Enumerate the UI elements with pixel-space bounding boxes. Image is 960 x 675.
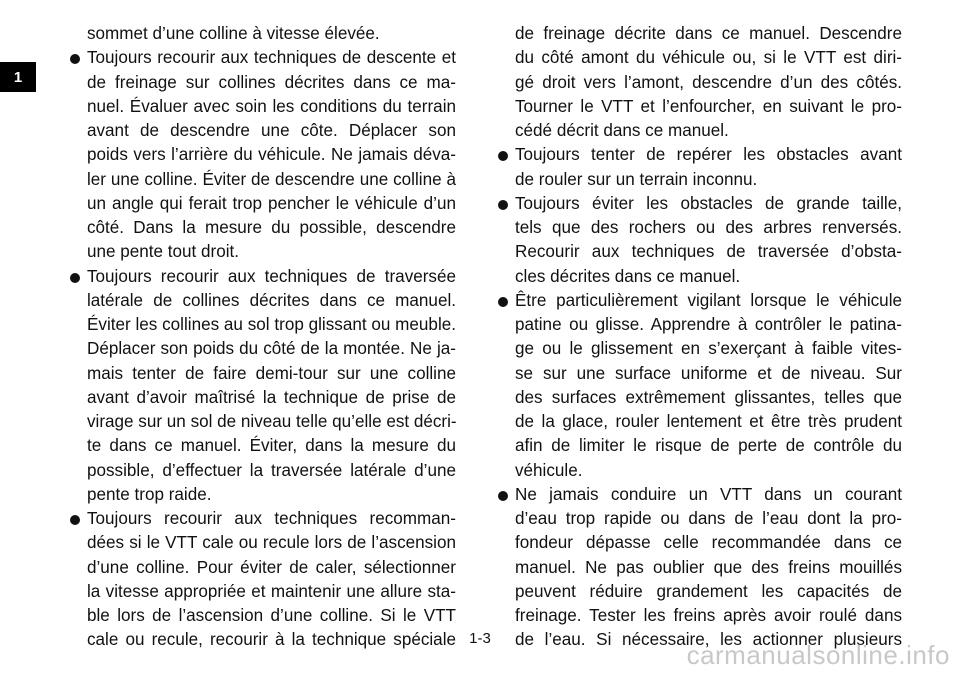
bullet-paragraph bbox=[69, 46, 456, 264]
text-line: tels que des rochers ou des arbres renversés. bbox=[515, 218, 902, 237]
text-line: Toujours recourir aux techniques de descente et bbox=[87, 48, 456, 68]
text-line: dées si le VTT cale ou recule lors de l’ascension bbox=[87, 533, 456, 553]
text-line: cles décrites dans ce manuel. bbox=[515, 266, 741, 286]
text-line: de l’eau. Si nécessaire, les actionner plusieurs bbox=[515, 630, 902, 650]
text-line: d’une colline. Pour éviter de caler, sélectionner bbox=[87, 557, 456, 577]
text-line: un angle qui ferait trop pencher le véhicule d’un bbox=[87, 193, 456, 213]
text-line: Toujours tenter de repérer les obstacles avant bbox=[515, 145, 902, 165]
text-line: des surfaces extrêmement glissantes, telles que bbox=[515, 387, 902, 407]
text-line: fondeur dépasse celle recommandée dans ce bbox=[515, 533, 902, 553]
text-line: côté. Dans la mesure du possible, descendre bbox=[87, 218, 456, 237]
text-line: virage sur un sol de niveau telle qu’elle est décri- bbox=[87, 412, 457, 431]
left-column bbox=[69, 22, 456, 653]
right-column bbox=[497, 22, 902, 653]
chapter-number: 1 bbox=[13, 68, 23, 86]
text-line: cale ou recule, recourir à la technique spéciale bbox=[87, 630, 456, 650]
text-line: Toujours éviter les obstacles de grande taille, bbox=[515, 193, 902, 213]
text-line: de la glace, rouler lentement et être très prudent bbox=[515, 412, 902, 431]
text-line: de freinage décrite dans ce manuel. Descendre bbox=[515, 24, 902, 43]
text-line: ge ou le glissement en s’exerçant à faible vites- bbox=[515, 339, 902, 359]
text-line: cédé décrit dans ce manuel. bbox=[515, 121, 729, 140]
bullet-paragraph bbox=[497, 143, 902, 192]
text-line: peuvent réduire grandement les capacités de bbox=[515, 581, 902, 601]
text-line: Déplacer son poids du côté de la montée. Ne ja- bbox=[87, 339, 456, 359]
continuation-paragraph bbox=[497, 22, 902, 143]
continuation-paragraph bbox=[69, 22, 456, 46]
text-line: Recourir aux techniques de traversée d’obsta- bbox=[515, 242, 902, 262]
text-line: ler une colline. Éviter de descendre une colline à bbox=[87, 169, 456, 189]
bullet-paragraph bbox=[497, 483, 902, 653]
text-line: véhicule. bbox=[515, 460, 583, 480]
text-line: d’eau trop rapide ou dans de l’eau dont la pro- bbox=[515, 509, 902, 528]
text-line: se sur une surface uniforme et de niveau. Sur bbox=[515, 363, 902, 383]
text-line: de rouler sur un terrain inconnu. bbox=[515, 169, 758, 189]
text-line: patine ou glisse. Apprendre à contrôler le patina- bbox=[515, 315, 902, 334]
text-line: du côté amont du véhicule ou, si le VTT est diri- bbox=[515, 48, 902, 68]
text-line: Ne jamais conduire un VTT dans un courant bbox=[515, 484, 902, 504]
text-line: pente trop raide. bbox=[87, 484, 212, 504]
text-line: sommet d’une colline à vitesse élevée. bbox=[87, 24, 380, 43]
text-line: manuel. Ne pas oublier que des freins mouillés bbox=[515, 557, 902, 577]
text-line: Tourner le VTT et l’enfourcher, en suivant le pro- bbox=[515, 96, 902, 116]
watermark: carmanualsonline.info bbox=[686, 640, 950, 670]
text-line: gé droit vers l’amont, descendre d’un des côtés. bbox=[515, 72, 902, 92]
text-line: Être particulièrement vigilant lorsque le véhicule bbox=[515, 290, 902, 310]
text-line: poids vers l’arrière du véhicule. Ne jamais déva- bbox=[87, 145, 456, 165]
page-number: 1-3 bbox=[469, 630, 491, 647]
bullet-paragraph bbox=[497, 289, 902, 483]
text-line: te dans ce manuel. Éviter, dans la mesure du bbox=[87, 436, 456, 456]
text-line: avant d’avoir maîtrisé la technique de prise de bbox=[87, 387, 456, 407]
text-line: possible, d’effectuer la traversée latérale d’une bbox=[87, 460, 456, 480]
text-line: afin de limiter le risque de perte de contrôle du bbox=[515, 436, 902, 456]
text-line: la vitesse appropriée et maintenir une allure sta- bbox=[87, 581, 456, 601]
bullet-paragraph bbox=[497, 192, 902, 289]
text-line: nuel. Évaluer avec soin les conditions du terrain bbox=[87, 96, 456, 116]
text-line: de freinage sur collines décrites dans ce ma- bbox=[87, 72, 456, 92]
text-line: Éviter les collines au sol trop glissant ou meuble. bbox=[87, 315, 456, 334]
text-line: Toujours recourir aux techniques recomman- bbox=[87, 509, 456, 528]
text-line: mais tenter de faire demi-tour sur une colline bbox=[87, 363, 456, 383]
text-line: avant de descendre une côte. Déplacer son bbox=[87, 121, 456, 140]
text-line: freinage. Tester les freins après avoir roulé dans bbox=[515, 606, 902, 625]
text-line: latérale de collines décrites dans ce manuel. bbox=[87, 290, 456, 310]
bullet-paragraph bbox=[69, 265, 456, 508]
text-line: Toujours recourir aux techniques de traversée bbox=[87, 266, 456, 286]
text-line: ble lors de l’ascension d’une colline. Si le VTT bbox=[87, 606, 456, 625]
chapter-tab bbox=[0, 62, 36, 92]
text-line: une pente tout droit. bbox=[87, 242, 240, 262]
